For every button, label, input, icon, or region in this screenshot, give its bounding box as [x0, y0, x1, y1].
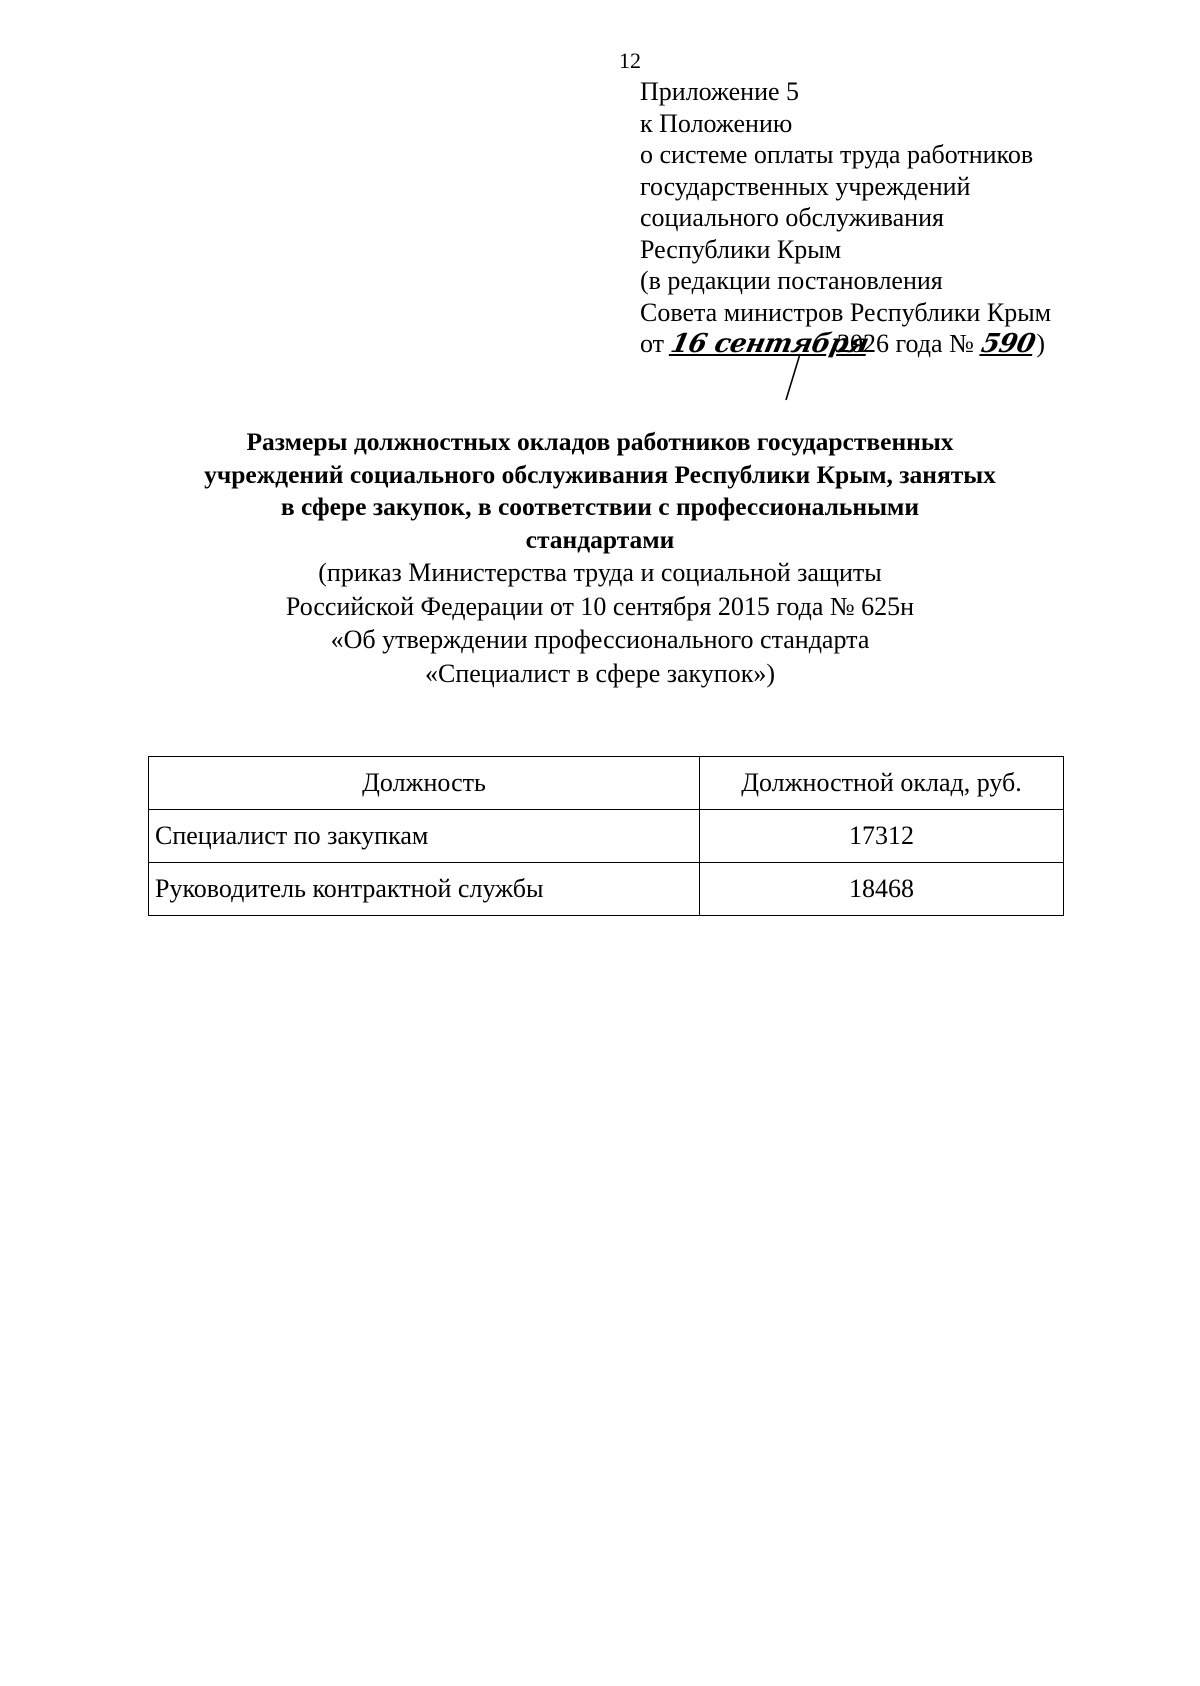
annex-line: социального обслуживания — [640, 203, 944, 232]
cell-salary: 18468 — [700, 863, 1064, 916]
date-suffix: ) — [1036, 329, 1046, 358]
handwritten-number: 590 — [978, 329, 1039, 359]
annex-line: Совета министров Республики Крым — [640, 297, 1052, 327]
title-line: в сфере закупок, в соответствии с профессиональными — [280, 492, 920, 521]
table-row — [149, 863, 1064, 916]
annex-line: Приложение 5 — [640, 77, 800, 106]
annex-date-line — [640, 328, 1051, 361]
subtitle-line: (приказ Министерства труда и социальной защиты — [318, 558, 882, 587]
title-line: учреждений социального обслуживания Республики Крым, занятых — [204, 459, 996, 489]
subtitle-line: Российской Федерации от 10 сентября 2015 года № 625н — [285, 591, 915, 621]
table-header-row — [149, 757, 1064, 810]
title-line: стандартами — [525, 524, 675, 554]
cell-position: Руководитель контрактной службы — [149, 863, 700, 916]
cell-position: Специалист по закупкам — [149, 810, 700, 863]
annex-line: государственных учреждений — [640, 171, 971, 201]
annex-line: о системе оплаты труда работников — [640, 140, 1034, 169]
annex-line: Республики Крым — [640, 234, 842, 264]
table-row — [149, 810, 1064, 863]
header-position: Должность — [149, 757, 700, 810]
annex-block — [640, 76, 1051, 361]
date-year: 2026 года № — [837, 329, 974, 358]
salary-table — [148, 756, 1064, 916]
cell-salary: 17312 — [700, 810, 1064, 863]
document-title-block — [0, 426, 1200, 690]
annex-line: к Положению — [640, 108, 793, 138]
subtitle-line: «Об утверждении профессионального стандарта — [330, 625, 870, 654]
title-line: Размеры должностных окладов работников государственных — [246, 427, 954, 456]
document-title — [0, 426, 1200, 556]
subtitle-line: «Специалист в сфере закупок») — [424, 658, 776, 688]
header-salary: Должностной оклад, руб. — [700, 757, 1064, 810]
handwritten-date: 16 сентября — [667, 329, 871, 359]
date-prefix: от — [640, 329, 665, 358]
signature-stroke-icon — [778, 352, 818, 402]
document-subtitle — [0, 556, 1200, 690]
page-number: 12 — [619, 48, 641, 73]
annex-line: (в редакции постановления — [640, 266, 943, 295]
